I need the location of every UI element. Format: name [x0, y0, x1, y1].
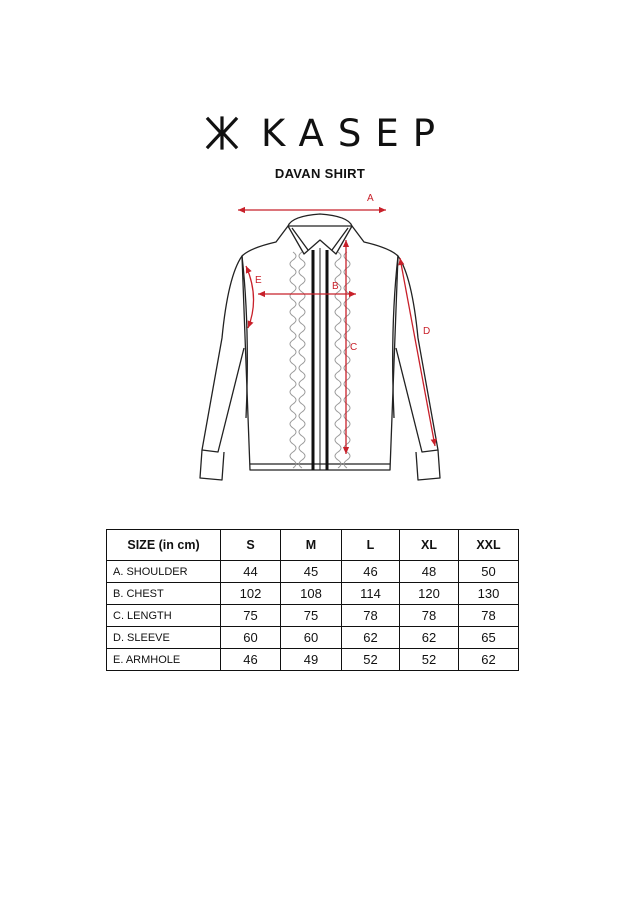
- table-cell: 45: [281, 561, 342, 583]
- kasep-k-mark-icon: [205, 116, 239, 150]
- row-label: A. SHOULDER: [107, 561, 221, 583]
- table-cell: 52: [400, 649, 459, 671]
- table-cell: 62: [400, 627, 459, 649]
- row-label: D. SLEEVE: [107, 627, 221, 649]
- table-cell: 50: [459, 561, 519, 583]
- table-cell: 108: [281, 583, 342, 605]
- table-cell: 65: [459, 627, 519, 649]
- measure-label-c: C: [350, 342, 358, 353]
- table-row: [107, 583, 519, 605]
- table-cell: 49: [281, 649, 342, 671]
- row-label: B. CHEST: [107, 583, 221, 605]
- row-label: E. ARMHOLE: [107, 649, 221, 671]
- size-chart-table: [106, 529, 519, 671]
- table-cell: 78: [459, 605, 519, 627]
- measure-label-b: B: [332, 281, 339, 292]
- table-cell: 60: [221, 627, 281, 649]
- table-cell: 130: [459, 583, 519, 605]
- table-cell: 44: [221, 561, 281, 583]
- brand-name: KASEP: [260, 111, 450, 155]
- shirt-measurement-diagram: [180, 188, 460, 488]
- table-cell: 60: [281, 627, 342, 649]
- measure-label-d: D: [423, 326, 431, 337]
- table-cell: 78: [400, 605, 459, 627]
- size-header: L: [342, 530, 400, 561]
- table-cell: 62: [459, 649, 519, 671]
- size-header: XL: [400, 530, 459, 561]
- table-cell: 75: [281, 605, 342, 627]
- table-header-row: [107, 530, 519, 561]
- table-row: [107, 605, 519, 627]
- table-cell: 120: [400, 583, 459, 605]
- measure-label-e: E: [255, 275, 262, 286]
- table-cell: 62: [342, 627, 400, 649]
- size-header: S: [221, 530, 281, 561]
- size-header: XXL: [459, 530, 519, 561]
- table-cell: 114: [342, 583, 400, 605]
- product-title: DAVAN SHIRT: [274, 166, 366, 181]
- table-row: [107, 561, 519, 583]
- corner-label: SIZE (in cm): [107, 530, 221, 561]
- table-cell: 102: [221, 583, 281, 605]
- table-cell: 75: [221, 605, 281, 627]
- table-row: [107, 649, 519, 671]
- table-cell: 46: [342, 561, 400, 583]
- measure-d-arrow: [400, 258, 435, 446]
- size-header: M: [281, 530, 342, 561]
- table-cell: 78: [342, 605, 400, 627]
- measure-label-a: A: [367, 193, 374, 204]
- brand-logo: [0, 110, 640, 156]
- row-label: C. LENGTH: [107, 605, 221, 627]
- table-cell: 46: [221, 649, 281, 671]
- table-cell: 48: [400, 561, 459, 583]
- table-cell: 52: [342, 649, 400, 671]
- table-row: [107, 627, 519, 649]
